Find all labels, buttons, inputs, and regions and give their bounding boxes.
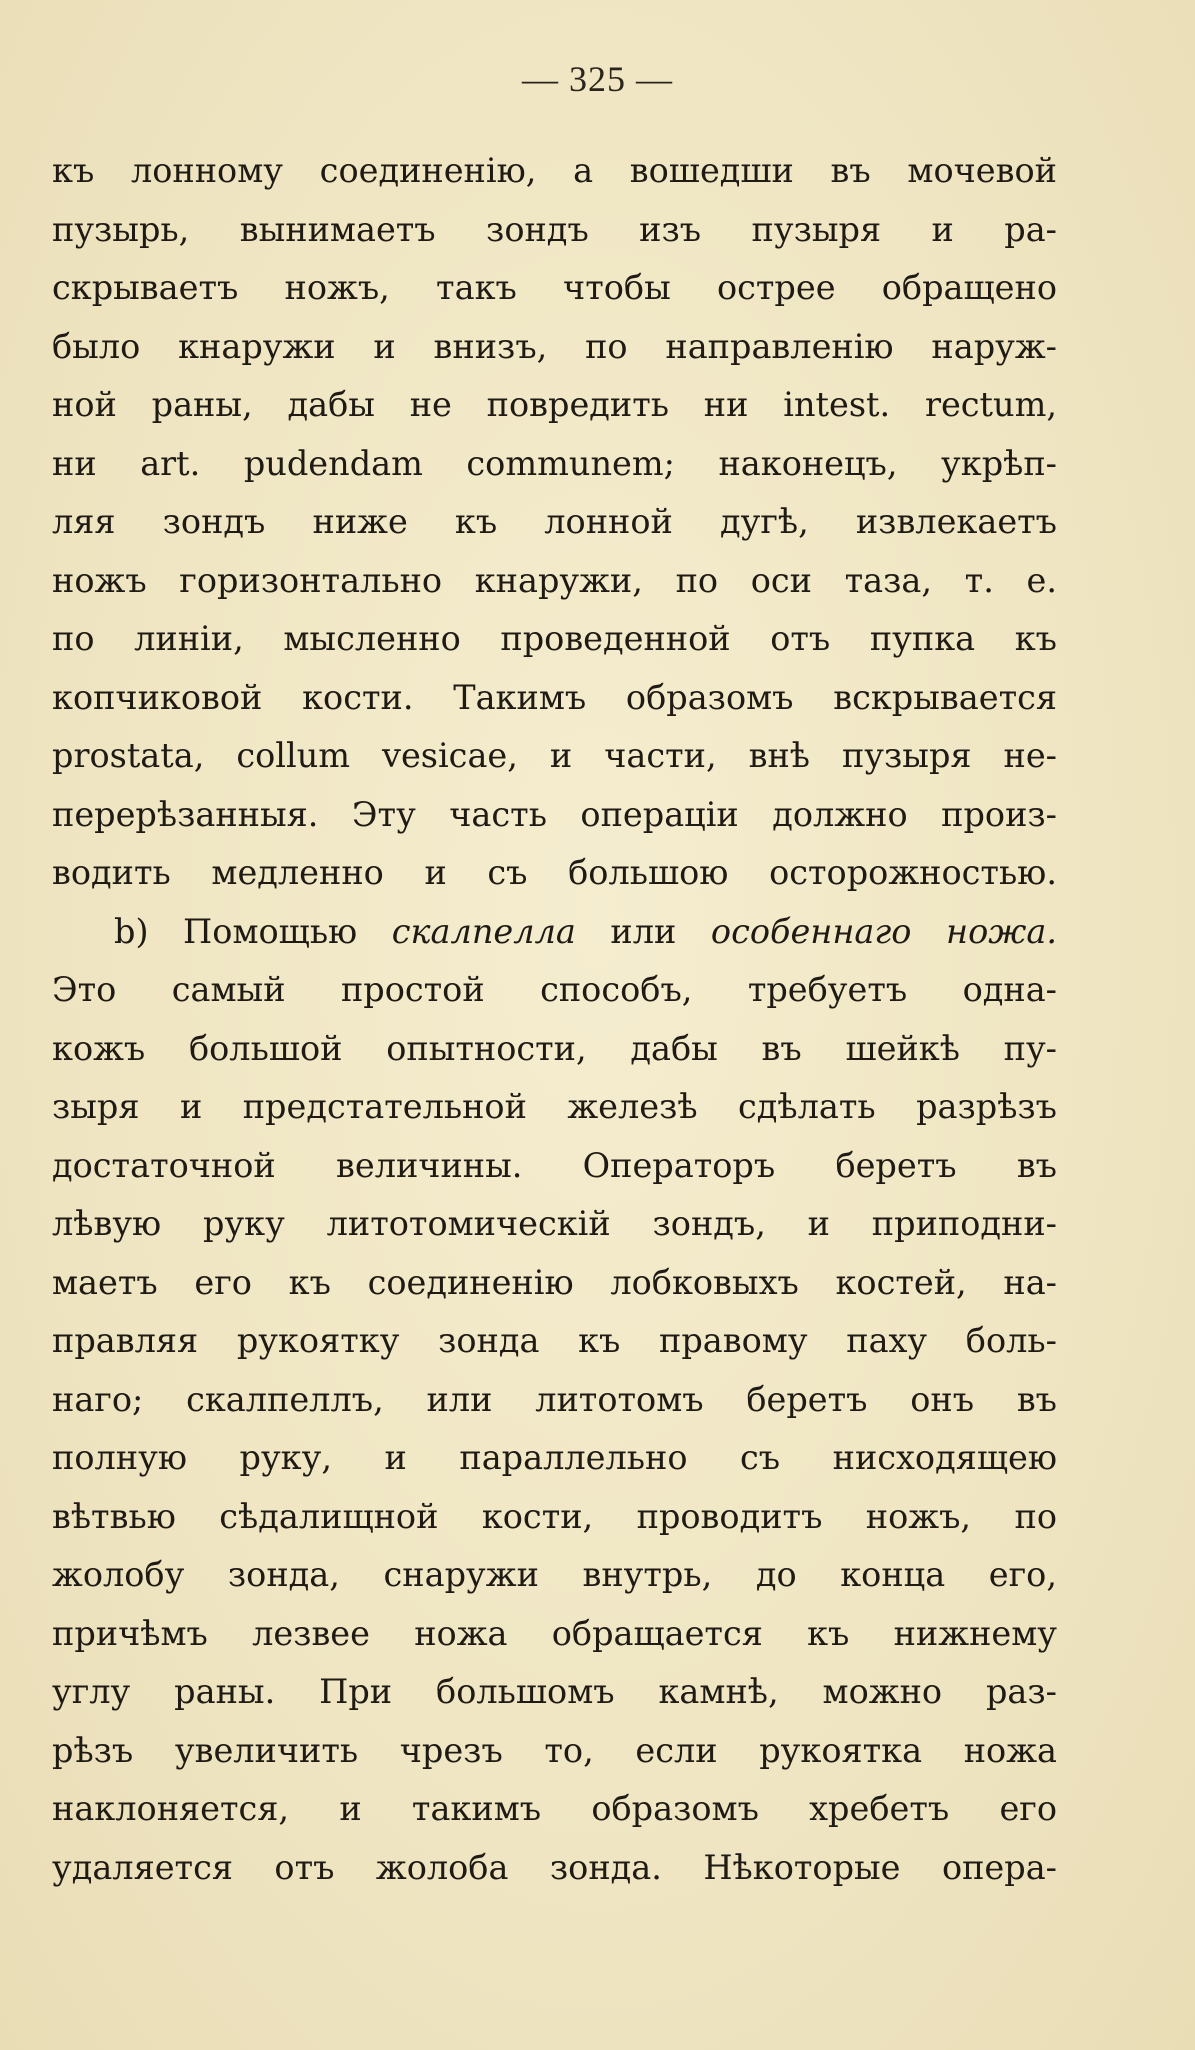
paragraph-2 bbox=[52, 961, 1057, 1897]
paragraph-1 bbox=[52, 142, 1057, 903]
italic-term-special-knife: особеннаго ножа. bbox=[710, 911, 1057, 951]
text-line: зыря и предстательной железѣ сдѣлать разрѣзъ bbox=[52, 1087, 1057, 1126]
text-line: ни art. pudendam communem; наконецъ, укрѣп- bbox=[52, 443, 1057, 483]
italic-term-scalpel: скалпелла bbox=[391, 911, 576, 951]
text-line: ной раны, дабы не повредить ни intest. rectum, bbox=[52, 385, 1057, 424]
text-line: углу раны. При большомъ камнѣ, можно раз- bbox=[52, 1672, 1057, 1711]
text-line: наго; скалпеллъ, или литотомъ беретъ онъ въ bbox=[52, 1379, 1057, 1419]
text-line: правляя рукоятку зонда къ правому паху боль- bbox=[52, 1321, 1057, 1360]
text-line: лѣвую руку литотомическій зондъ, и приподни- bbox=[52, 1204, 1057, 1243]
text-line: ножъ горизонтально кнаружи, по оси таза, т. е. bbox=[52, 560, 1057, 600]
text-line: полную руку, и параллельно съ нисходящею bbox=[52, 1438, 1057, 1477]
text-line: жолобу зонда, снаружи внутрь, до конца его, bbox=[52, 1555, 1057, 1594]
text-line: по линіи, мысленно проведенной отъ пупка къ bbox=[52, 619, 1057, 658]
text-line: удаляется отъ жолоба зонда. Нѣкоторые опера- bbox=[52, 1847, 1057, 1887]
text-line: было кнаружи и внизъ, по направленію наруж- bbox=[52, 326, 1057, 366]
text-line: водить медленно и съ большою осторожностью. bbox=[52, 853, 1057, 892]
text-line: рѣзъ увеличить чрезъ то, если рукоятка ножа bbox=[52, 1730, 1057, 1770]
text-line: скрываетъ ножъ, такъ чтобы острее обращено bbox=[52, 268, 1057, 307]
list-marker-b: b) Помощью bbox=[114, 911, 358, 951]
text-line: prostata, collum vesicae, и части, внѣ пузыря не- bbox=[52, 736, 1057, 775]
page-number: — 325 — bbox=[522, 59, 673, 99]
text-line: маетъ его къ соединенію лобковыхъ костей, на- bbox=[52, 1262, 1057, 1302]
text-line: достаточной величины. Операторъ беретъ въ bbox=[52, 1145, 1057, 1185]
text-line: наклоняется, и такимъ образомъ хребетъ его bbox=[52, 1789, 1057, 1828]
text-line: пузырь, вынимаетъ зондъ изъ пузыря и ра- bbox=[52, 209, 1057, 249]
conjunction-text: или bbox=[610, 911, 677, 951]
text-line: копчиковой кости. Такимъ образомъ вскрывается bbox=[52, 677, 1057, 717]
paragraph-2-first-line bbox=[52, 903, 1057, 962]
text-line: вѣтвью сѣдалищной кости, проводитъ ножъ, по bbox=[52, 1496, 1057, 1536]
text-line: перерѣзанныя. Эту часть операціи должно произ- bbox=[52, 794, 1057, 834]
text-line: ляя зондъ ниже къ лонной дугѣ, извлекаетъ bbox=[52, 502, 1057, 541]
text-line: кожъ большой опытности, дабы въ шейкѣ пу- bbox=[52, 1028, 1057, 1068]
body-text bbox=[52, 142, 1057, 1897]
text-line: причѣмъ лезвее ножа обращается къ нижнему bbox=[52, 1613, 1057, 1653]
text-line: Это самый простой способъ, требуетъ одна- bbox=[52, 970, 1057, 1009]
text-line: къ лонному соединенію, а вошедши въ мочевой bbox=[52, 151, 1057, 190]
